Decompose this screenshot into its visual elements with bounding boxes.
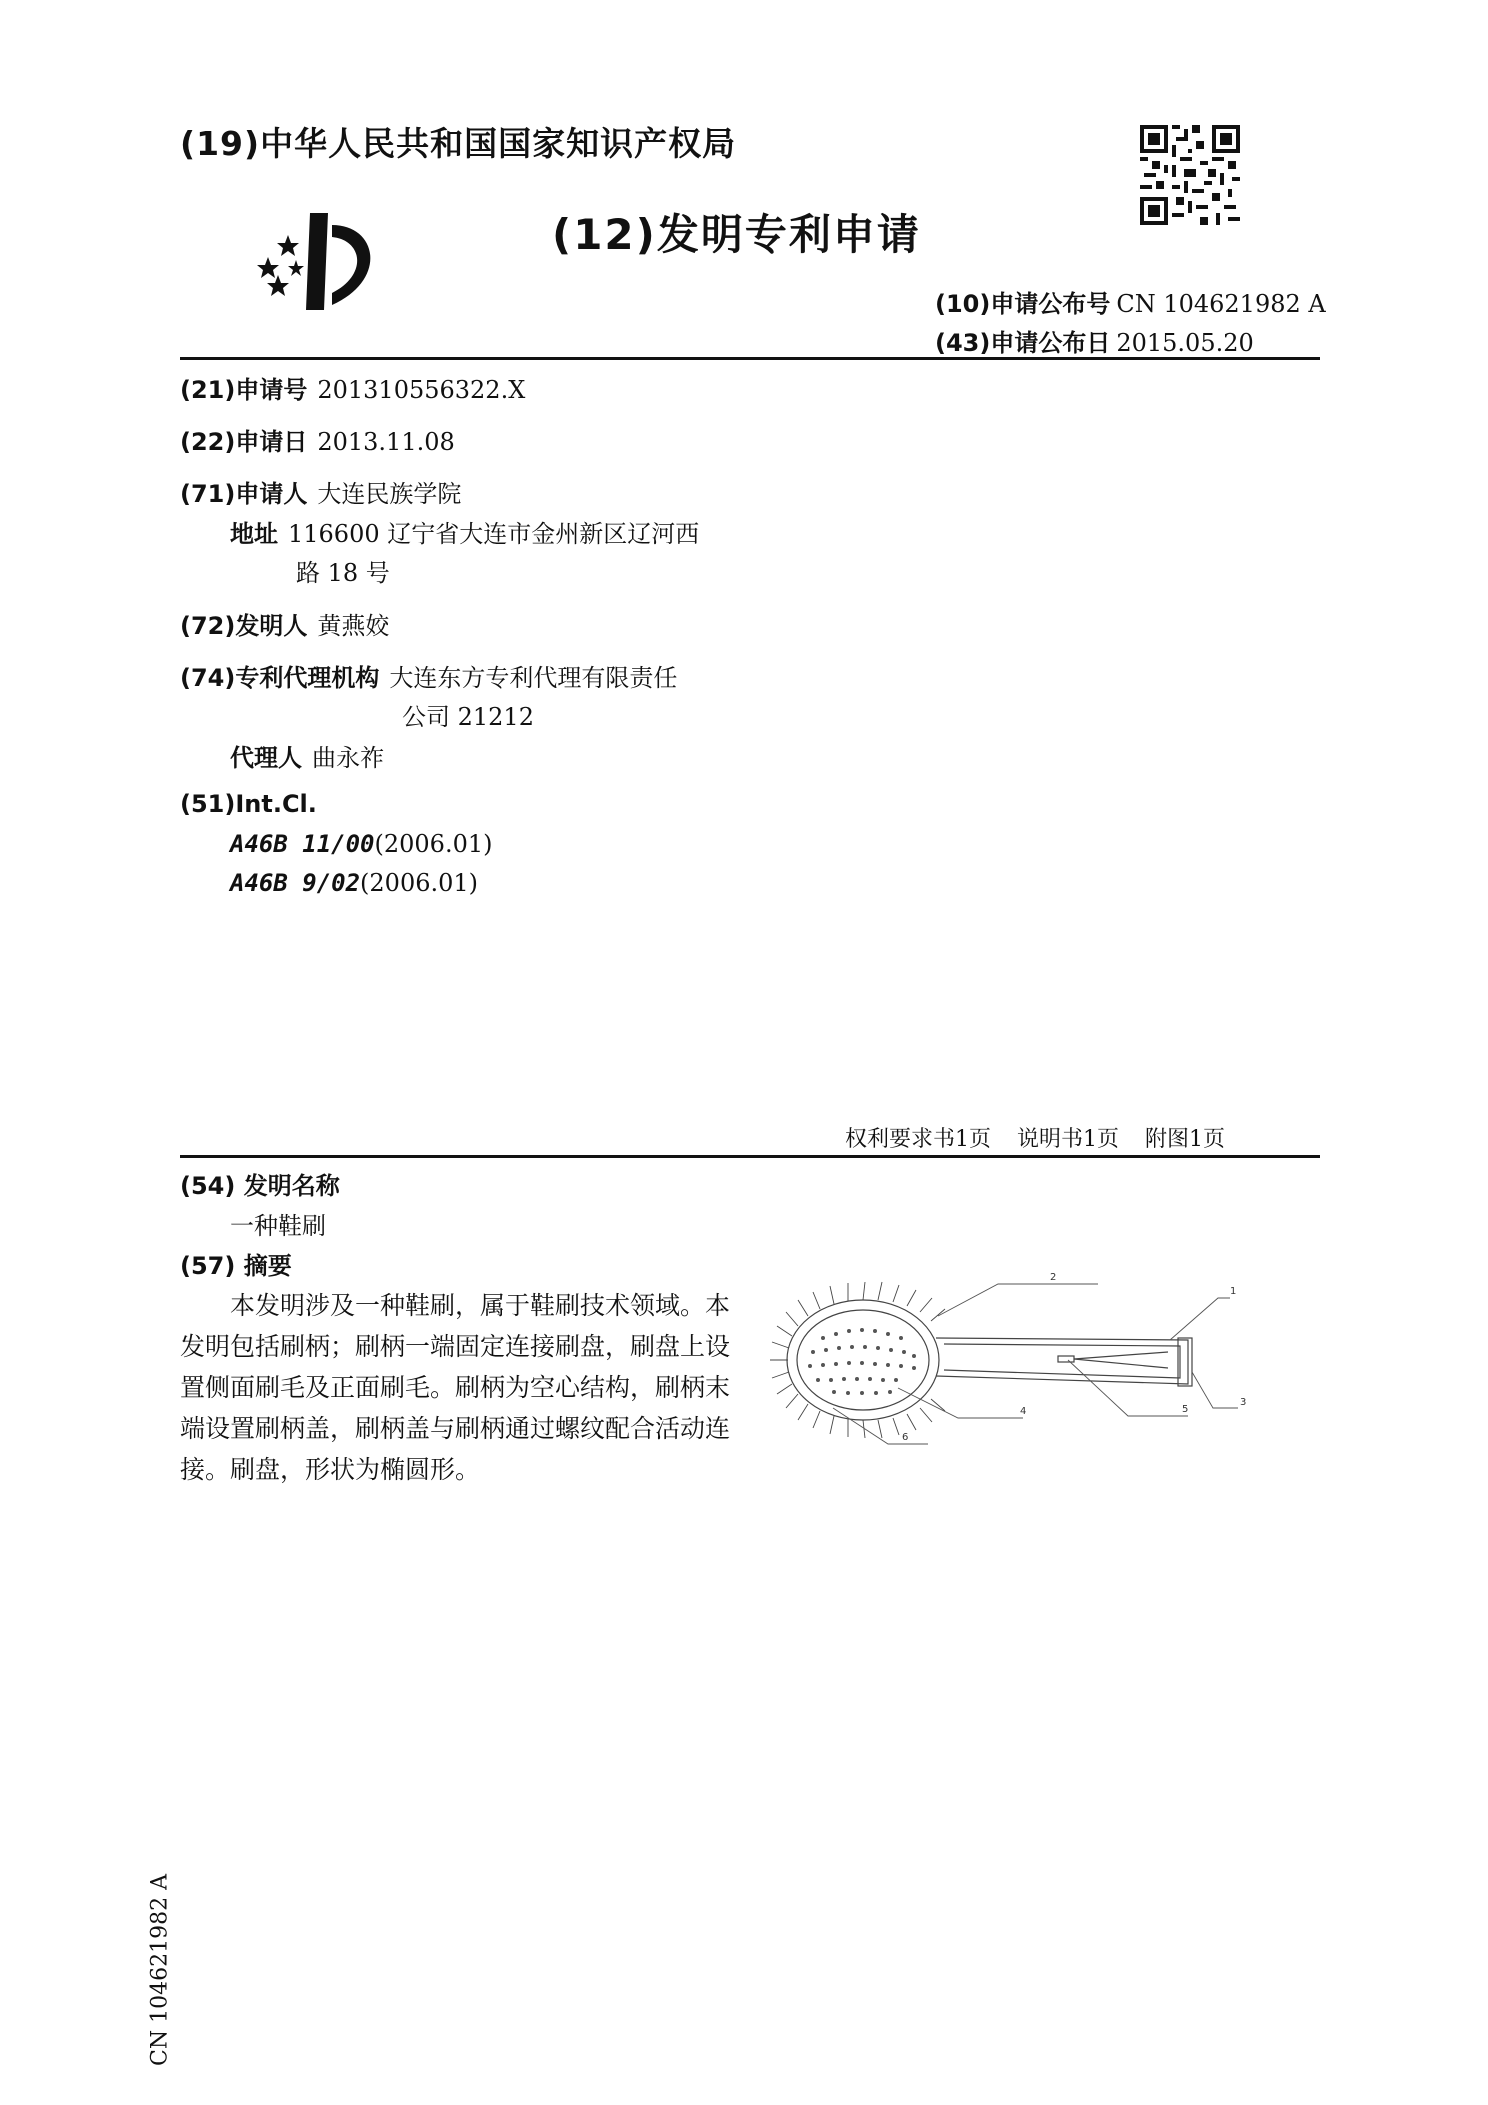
document-type: (12)发明专利申请 [552,210,921,259]
publication-number [935,284,1326,319]
figure-label: 3 [1240,1397,1247,1408]
side-publication-number [140,1870,180,2070]
patent-agency [180,658,677,693]
patent-agency-line-2: 公司 21212 [402,703,534,731]
filing-date-value: 2013.11.08 [317,428,455,456]
inventor-value: 黄燕姣 [317,612,390,640]
page-counts [845,1122,1225,1153]
ipc-code: A46B 9/02 [230,869,361,897]
application-number-value: 201310556322.X [317,376,526,404]
figure-label: 5 [1182,1404,1189,1415]
abstract-label: (57) 摘要 [180,1252,292,1280]
inventor [180,606,389,641]
address [230,514,699,549]
figure-label: 6 [902,1432,909,1443]
application-number-label: (21)申请号 [180,376,308,404]
abstract-heading [180,1246,292,1281]
inventor-label: (72)发明人 [180,612,308,640]
abstract-text: 本发明涉及一种鞋刷，属于鞋刷技术领域。本发明包括刷柄；刷柄一端固定连接刷盘，刷盘上设置侧面刷毛及正面刷毛。刷柄为空心结构，刷柄末端设置刷柄盖，刷柄盖与刷柄通过螺纹配合活动连接。刷盘，形状为椭圆形。 [180,1291,731,1484]
figure-label: 2 [1050,1272,1057,1283]
applicant [180,474,461,509]
publication-number-label: (10)申请公布号 [935,290,1111,318]
ipc-label: (51)Int.Cl. [180,790,317,818]
patent-agency-label: (74)专利代理机构 [180,664,380,692]
ipc-entry [230,830,492,858]
filing-date-label: (22)申请日 [180,428,308,456]
cnipa-logo [248,205,388,315]
application-number [180,370,525,405]
ipc-code: A46B 11/00 [230,830,375,858]
figure-label: 1 [1230,1286,1237,1297]
filing-date [180,422,455,457]
agent-value: 曲永祚 [312,744,384,772]
abstract-divider [180,1155,1320,1158]
address-line-2: 路 18 号 [296,559,390,587]
applicant-label: (71)申请人 [180,480,308,508]
patent-agency-line-1: 大连东方专利代理有限责任 [389,664,678,692]
invention-title-label: (54) 发明名称 [180,1172,340,1200]
ipc-version: (2006.01) [374,830,493,858]
agent-label: 代理人 [230,744,302,772]
drawing-pages: 附图1页 [1145,1127,1225,1152]
publication-date-label: (43)申请公布日 [935,329,1111,357]
address-line-1: 116600 辽宁省大连市金州新区辽河西 [288,520,700,548]
applicant-value: 大连民族学院 [317,480,462,508]
description-pages: 说明书1页 [1017,1127,1119,1152]
publication-date-value: 2015.05.20 [1116,329,1254,357]
invention-title: 一种鞋刷 [230,1212,326,1240]
invention-title-heading [180,1166,340,1201]
side-publication-number-text: CN 104621982 A [147,1874,173,2066]
publication-number-value: CN 104621982 A [1116,290,1326,318]
claims-pages: 权利要求书1页 [845,1127,991,1152]
figure-label: 4 [1020,1406,1027,1417]
header-divider [180,357,1320,360]
ipc-entry [230,869,478,897]
publication-date [935,323,1254,358]
address-label: 地址 [230,520,278,548]
ipc-classification [180,790,317,818]
ipc-version: (2006.01) [360,869,479,897]
shoe-brush-drawing [768,1268,1328,1468]
office-name: (19)中华人民共和国国家知识产权局 [180,124,737,163]
qr-code [1140,125,1240,225]
agent [230,738,384,773]
